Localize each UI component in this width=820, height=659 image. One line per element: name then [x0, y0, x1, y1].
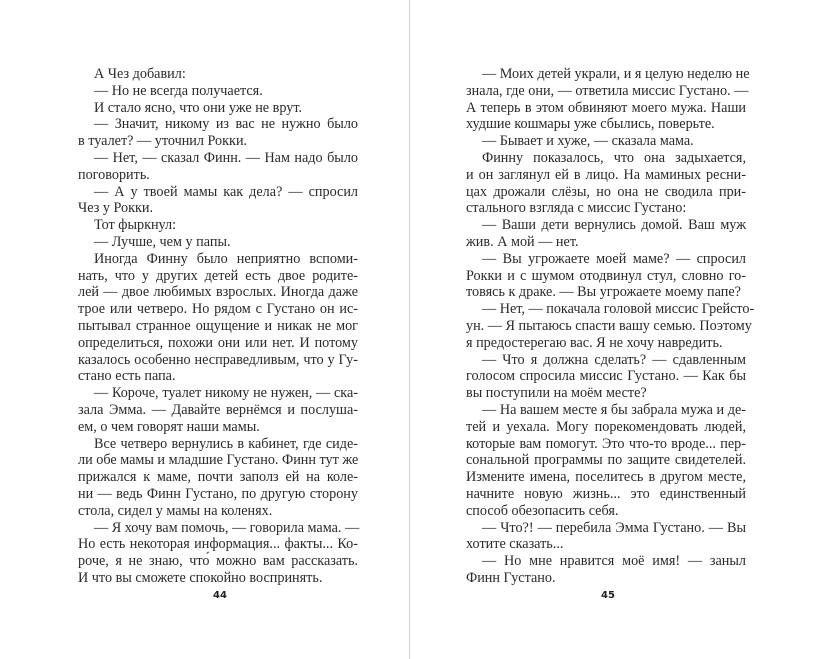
text-line: — Бывает и хуже, — сказала мама. [482, 133, 694, 150]
text-line: жив. А мой — нет. [466, 233, 579, 250]
text-line: вы поступили на моём месте? [466, 385, 647, 402]
left-page-text [78, 66, 358, 587]
text-line: ун. — Я пытаюсь спасти вашу семью. Поэтому [466, 317, 752, 334]
text-line: Финну показалось, что она задыхается, [482, 149, 746, 166]
text-line: Измените имена, поселитесь в другом месте, [466, 469, 746, 486]
text-line: нать, что у других детей есть двое родите- [78, 267, 358, 284]
text-line: трое или четверо. Но рядом с Густано он ис- [78, 301, 358, 318]
text-line: голосом спросила миссис Густано. — Как бы [466, 368, 746, 385]
text-line: начните новую жизнь... это единственный [466, 485, 746, 502]
text-line: — Я хочу вам помочь, — говорила мама. — [94, 519, 360, 536]
text-line: казалось особенно несправедливым, что у Гу- [78, 351, 358, 368]
text-line: — На вашем месте я бы забрала мужа и де- [482, 401, 746, 418]
text-line: — Ваши дети вернулись домой. Ваш муж [482, 217, 746, 234]
text-line: И стало ясно, что они уже не врут. [94, 99, 303, 116]
text-line: я предостерегаю вас. Я не хочу навредить. [466, 334, 723, 351]
text-line: — Вы угрожаете моей маме? — спросил [482, 250, 746, 267]
text-line: лей — двое любимых взрослых. Иногда даже [78, 284, 358, 301]
text-line: Но есть некоторая информация... факты... Ко- [78, 536, 358, 553]
text-line: стального взгляда с миссис Густано: [466, 200, 687, 217]
text-line: хотите сказать... [466, 536, 564, 553]
text-line: и он заглянул ей в лицо. На маминых ресни- [466, 166, 746, 183]
text-line: Иногда Финну было неприятно вспоми- [94, 250, 358, 267]
text-line: — Но мне нравится моё имя! — заныл [482, 553, 746, 570]
text-line: зала Эмма. — Давайте вернёмся и послуша- [78, 401, 358, 418]
text-line: А теперь в этом обвиняют моего мужа. Наши [466, 99, 746, 116]
page-number: 44 [213, 590, 227, 601]
text-line: пытывал странное ощущение и никак не мог [78, 317, 358, 334]
text-line: — Что я должна сделать? — сдавленным [482, 351, 746, 368]
text-line: — Но не всегда получается. [94, 82, 263, 99]
text-line: знала, где они, — ответила миссис Густано. — [466, 82, 749, 99]
text-line: — Моих детей украли, и я целую неделю не [482, 66, 750, 82]
text-line: стано есть папа. [78, 368, 176, 385]
text-line: ли обе мамы и младшие Густано. Финн тут же [78, 452, 359, 469]
text-line: поговорить. [78, 166, 150, 183]
page-number: 45 [601, 590, 615, 601]
text-line: — Лучше, чем у папы. [94, 233, 231, 250]
text-line: худшие кошмары уже сбылись, поверьте. [466, 116, 715, 133]
right-page-text [466, 66, 755, 587]
text-line: цах дрожали слёзы, но она не сводила при- [466, 183, 746, 200]
text-line: сональной программы по защите свидетелей. [466, 452, 746, 469]
text-line: товясь к драке. — Вы угрожаете моему папе? [466, 284, 741, 301]
text-line: — Что?! — перебила Эмма Густано. — Вы [482, 519, 746, 536]
text-line: которые вам помогут. Это что-то вроде... пер- [466, 435, 746, 452]
text-line: способ обезопасить себя. [466, 502, 619, 519]
text-line: Рокки и с шумом отодвинул стул, словно го- [466, 267, 746, 284]
text-line: Финн Густано. [466, 569, 556, 586]
text-line: роче, я не знаю, что́ можно вам рассказать. [78, 553, 358, 570]
text-line: И что вы сможете спокойно воспринять. [78, 569, 323, 586]
text-line: — Значит, никому из вас не нужно было [94, 116, 358, 133]
text-line: А Чез добавил: [94, 66, 186, 82]
text-line: в туалет? — уточнил Рокки. [78, 133, 248, 150]
text-line: ни — ведь Финн Густано, по другую сторону [78, 485, 358, 502]
text-line: определиться, похожи они или нет. И потому [78, 334, 358, 351]
text-line: ем, о чем говорят наши мамы. [78, 418, 260, 435]
text-line: Тот фыркнул: [94, 217, 177, 234]
text-line: стола, сидел у мамы на коленях. [78, 502, 273, 519]
text-line: — Короче, туалет никому не нужен, — ска- [94, 385, 358, 402]
text-line: тей и уехала. Могу порекомендовать людей, [466, 418, 746, 435]
text-line: прижался к маме, почти заполз ей на коле- [78, 469, 358, 486]
right-page [410, 0, 820, 659]
text-line: — Нет, — покачала головой миссис Грейсто- [482, 301, 755, 318]
text-line: Все четверо вернулись в кабинет, где сиде- [94, 435, 358, 452]
text-line: — Нет, — сказал Финн. — Нам надо было [94, 149, 358, 166]
text-line: — А у твоей мамы как дела? — спросил [94, 183, 358, 200]
text-line: Чез у Рокки. [78, 200, 154, 217]
